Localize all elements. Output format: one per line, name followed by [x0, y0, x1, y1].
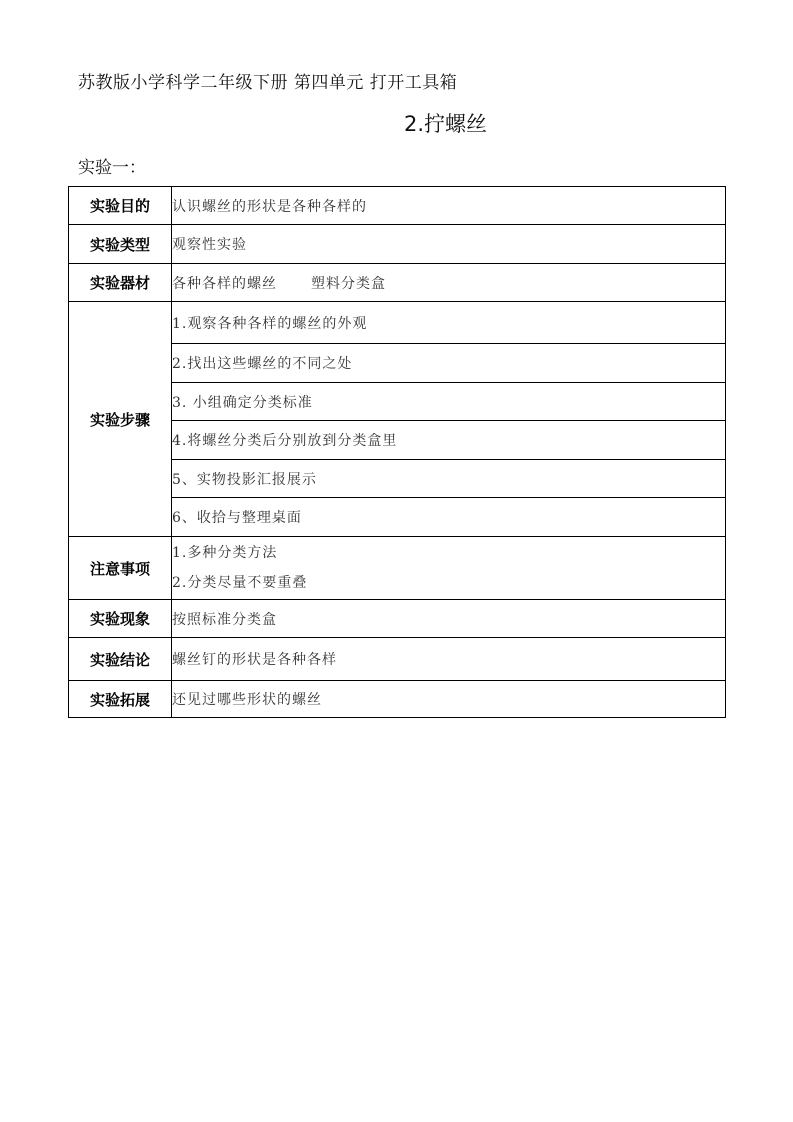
materials-label: 实验器材 — [69, 264, 172, 302]
step-item: 2.找出这些螺丝的不同之处 — [172, 344, 726, 383]
step-item: 1.观察各种各样的螺丝的外观 — [172, 302, 726, 344]
purpose-value: 认识螺丝的形状是各种各样的 — [172, 187, 726, 225]
step-item: 3. 小组确定分类标准 — [172, 383, 726, 421]
purpose-label: 实验目的 — [69, 187, 172, 225]
table-row-type — [69, 225, 726, 264]
material-item: 各种各样的螺丝 — [172, 275, 277, 292]
table-row-materials — [69, 264, 726, 302]
extension-label: 实验拓展 — [69, 681, 172, 718]
phenomenon-value: 按照标准分类盒 — [172, 600, 726, 638]
table-row-notes — [69, 537, 726, 600]
conclusion-value: 螺丝钉的形状是各种各样 — [172, 638, 726, 681]
experiment-table — [68, 186, 726, 718]
table-row-extension — [69, 681, 726, 718]
table-row-conclusion — [69, 638, 726, 681]
conclusion-label: 实验结论 — [69, 638, 172, 681]
extension-value: 还见过哪些形状的螺丝 — [172, 681, 726, 718]
table-row-step — [69, 302, 726, 344]
steps-label: 实验步骤 — [69, 302, 172, 537]
table-row-purpose — [69, 187, 726, 225]
phenomenon-label: 实验现象 — [69, 600, 172, 638]
table-row-phenomenon — [69, 600, 726, 638]
notes-value — [172, 537, 726, 600]
lesson-title-text: 2.拧螺丝 — [403, 112, 488, 136]
experiment-section-label: 实验一： — [78, 158, 146, 178]
material-item: 塑料分类盒 — [311, 275, 386, 292]
notes-label: 注意事项 — [69, 537, 172, 600]
lesson-title — [0, 108, 793, 138]
note-item: 1.多种分类方法 — [172, 545, 278, 561]
materials-value — [172, 264, 726, 302]
type-label: 实验类型 — [69, 225, 172, 264]
series-header: 苏教版小学科学二年级下册 第四单元 打开工具箱 — [78, 73, 458, 93]
step-item: 4.将螺丝分类后分别放到分类盒里 — [172, 421, 726, 460]
step-item: 5、实物投影汇报展示 — [172, 460, 726, 498]
type-value: 观察性实验 — [172, 225, 726, 264]
step-item: 6、收拾与整理桌面 — [172, 498, 726, 537]
note-item: 2.分类尽量不要重叠 — [172, 575, 308, 591]
